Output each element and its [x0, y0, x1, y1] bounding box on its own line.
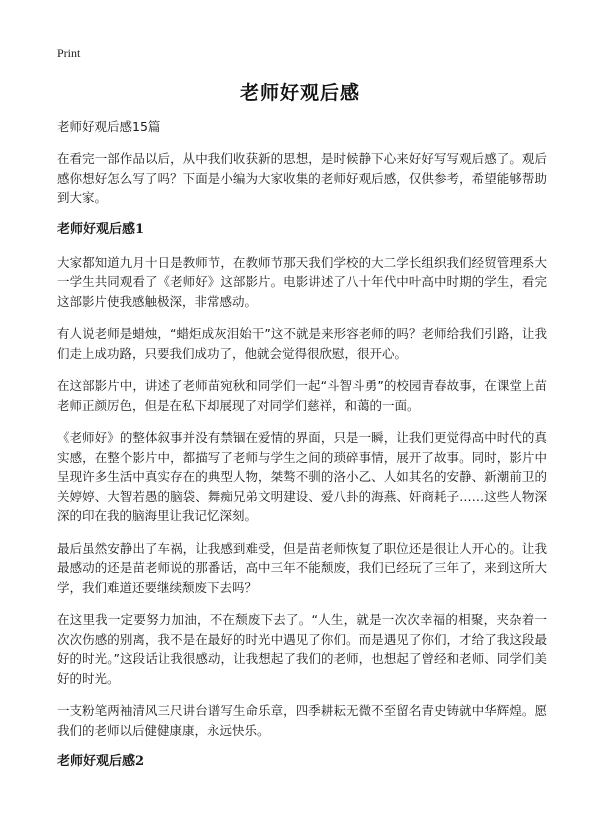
article-body: [57, 118, 547, 785]
paragraph: 《老师好》的整体叙事并没有禁锢在爱情的界面，只是一瞬，让我们更觉得高中时代的真实感，在整个影片中，都描写了老师与学生之间的琐碎事情，展开了故事。同时，影片中呈现许多生活中真实存在的典型人物，桀骜不驯的洛小乙、人如其名的安静、新潮前卫的关婷婷、大智若愚的脑袋、舞痴兄弟文明建设、爱八卦的海燕、奸商耗子……这些人物深深的印在我的脑海里让我记忆深刻。: [57, 430, 547, 523]
paragraph: 大家都知道九月十日是教师节，在教师节那天我们学校的大二学长组织我们经贸管理系大一学生共同观看了《老师好》这部影片。电影讲述了八十年代中叶高中时期的学生，看完这部影片使我感触极深，非常感动。: [57, 254, 547, 309]
section-heading: 老师好观后感1: [57, 221, 145, 237]
paragraph: 有人说老师是蜡烛，“蜡炬成灰泪始干”这不就是来形容老师的吗？老师给我们引路，让我们走上成功路，只要我们成功了，他就会觉得很欣慰，很开心。: [57, 326, 547, 361]
paragraph: 最后虽然安静出了车祸，让我感到难受，但是苗老师恢复了职位还是很让人开心的。让我最感动的还是苗老师说的那番话，高中三年不能颓废，我们已经玩了三年了，来到这所大学，我们难道还要继续颓废下去吗？: [57, 540, 547, 595]
paragraph: 在这部影片中，讲述了老师苗宛秋和同学们一起“斗智斗勇”的校园青春故事，在课堂上苗老师正颜厉色，但是在私下却展现了对同学们慈祥，和蔼的一面。: [57, 378, 547, 413]
print-link[interactable]: Print: [57, 46, 81, 60]
page-title: 老师好观后感: [239, 82, 360, 104]
paragraph: 一支粉笔两袖清风三尺讲台谱写生命乐章，四季耕耘无微不至留名青史铸就中华辉煌。愿我们的老师以后健健康康，永远快乐。: [57, 703, 547, 738]
paragraph: 在这里我一定要努力加油，不在颓废下去了。“人生，就是一次次幸福的相聚，夹杂着一次次伤感的别离，我不是在最好的时光中遇见了你们。而是遇见了你们，才给了我这段最好的时光。”这段话让我很感动，让我想起了我们的老师，也想起了曾经和老师、同学们美好的时光。: [57, 612, 547, 686]
section-heading: 老师好观后感2: [57, 754, 145, 769]
subtitle: 老师好观后感15篇: [57, 119, 161, 134]
intro-paragraph: 在看完一部作品以后，从中我们收获新的思想，是时候静下心来好好写写观后感了。观后感你想好怎么写了吗？下面是小编为大家收集的老师好观后感，仅供参考，希望能够帮助到大家。: [57, 151, 547, 205]
